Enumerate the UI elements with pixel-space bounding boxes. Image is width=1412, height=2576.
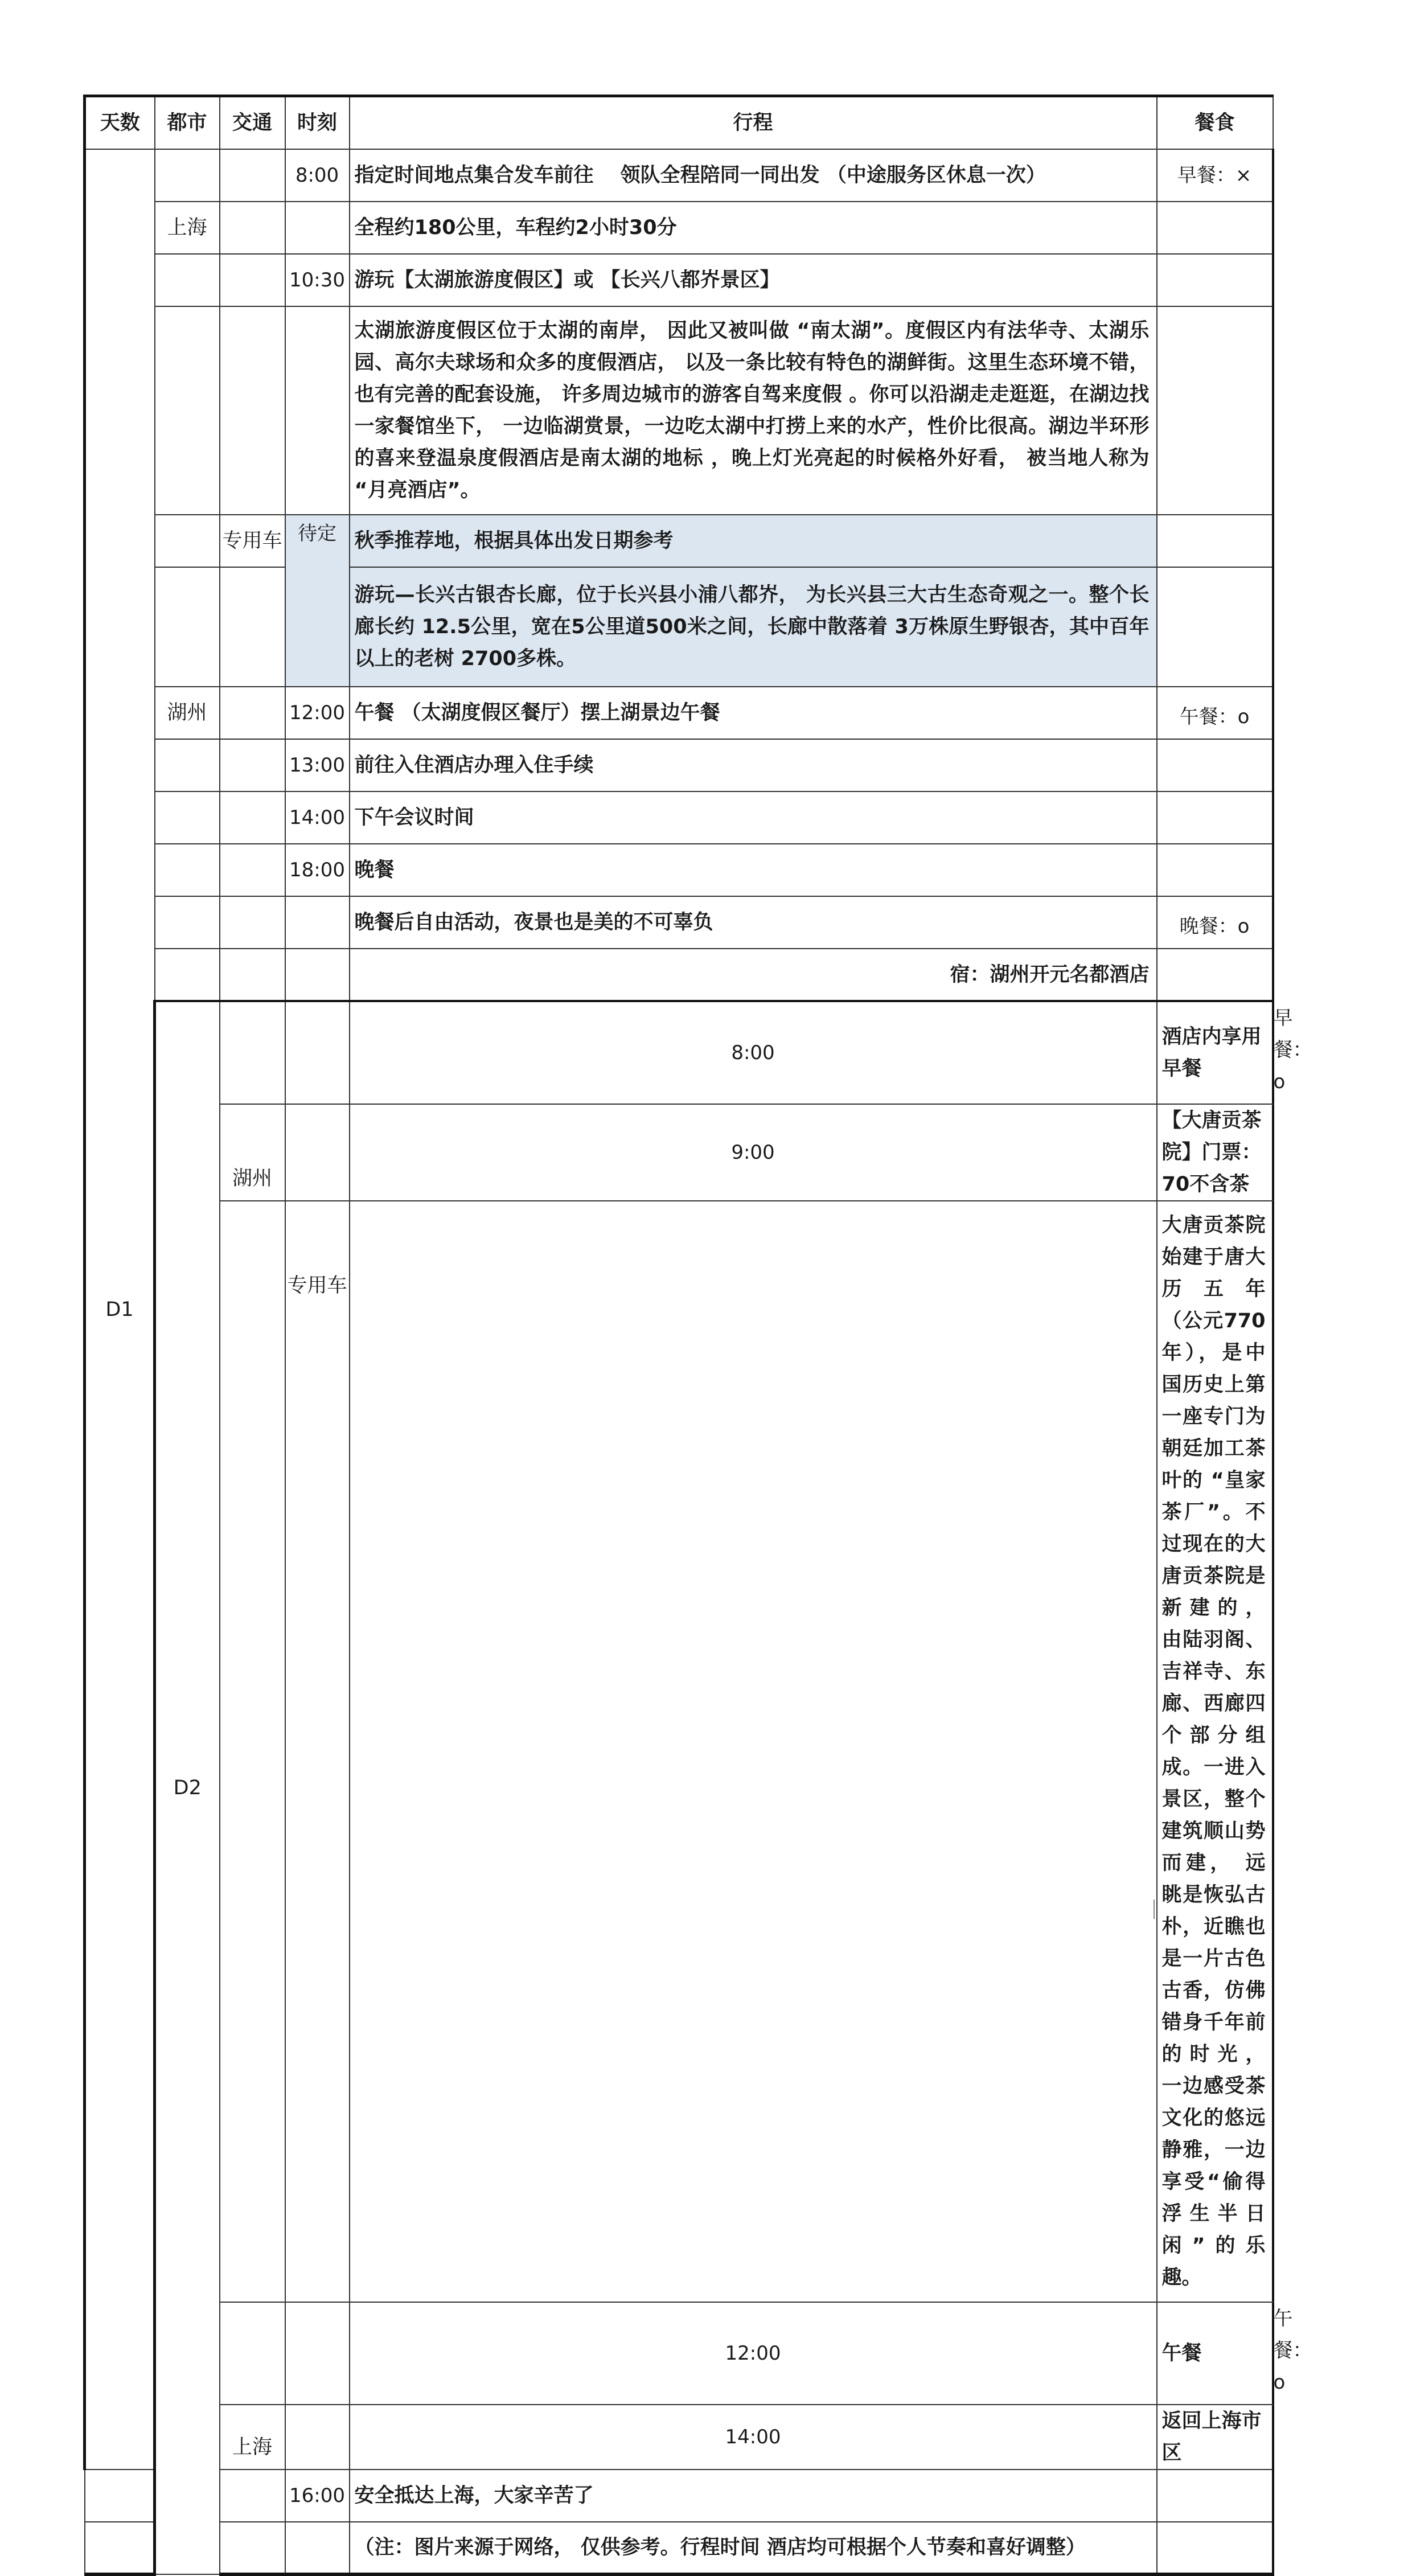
city-cell: 湖州 <box>155 687 220 739</box>
description-paragraph: 大唐贡茶院始建于唐大历五年 （公元770年），是中国历史上第一座专门为朝廷加工茶叶的 “皇家茶厂”。不过现在的大唐贡茶院是新建的， 由陆羽阁、吉祥寺、东廊、西廊四个部分组成。一进入景区，整个建筑顺山势而建， 远眺是恢弘古朴，近瞧也是一片古色古香，仿佛错身千年前的时光， 一边感受茶文化的悠远静雅，一边享受“偷得浮生半日闲”的乐趣。 <box>1157 1201 1273 2302</box>
itinerary-cell: 下午会议时间 <box>350 791 1157 844</box>
time-cell: 8:00 <box>285 149 350 202</box>
table-row <box>85 2405 1273 2470</box>
meal-cell: 早餐：× <box>1157 149 1273 202</box>
hotel-cell: 宿：湖州开元名都酒店 <box>350 949 1157 1001</box>
table-row <box>85 149 1273 202</box>
table-row <box>85 2522 1273 2574</box>
itinerary-cell: 游玩【太湖旅游度假区】或 【长兴八都岕景区】 <box>350 254 1157 306</box>
table-row <box>85 515 1273 567</box>
table-row <box>85 254 1273 306</box>
meal-cell: 晚餐：o <box>1157 896 1273 949</box>
time-cell: 18:00 <box>285 844 350 896</box>
transport-cell: 专用车 <box>220 515 285 567</box>
time-cell: 13:00 <box>285 739 350 791</box>
itinerary-cell: 晚餐后自由活动，夜景也是美的不可辜负 <box>350 896 1157 949</box>
header-day: 天数 <box>85 96 155 150</box>
table-row <box>85 949 1273 1001</box>
day-label: D2 <box>155 1001 220 2574</box>
itinerary-cell: 安全抵达上海，大家辛苦了 <box>350 2470 1157 2522</box>
city-cell: 湖州 <box>220 1104 285 1201</box>
itinerary-cell: 【大唐贡茶院】门票：70不含茶 <box>1157 1104 1273 1201</box>
itinerary-cell: 晚餐 <box>350 844 1157 896</box>
itinerary-cell: 全程约180公里，车程约2小时30分 <box>350 202 1157 254</box>
time-cell: 10:30 <box>285 254 350 306</box>
header-city: 都市 <box>155 96 220 150</box>
note-cell: （注：图片来源于网络， 仅供参考。行程时间 酒店均可根据个人节奏和喜好调整） <box>350 2522 1157 2574</box>
itinerary-table <box>83 95 1312 2576</box>
time-cell: 16:00 <box>285 2470 350 2522</box>
description-paragraph: 游玩—长兴古银杏长廊，位于长兴县小浦八都岕， 为长兴县三大古生态奇观之一。整个长廊长约 12.5公里，宽在5公里道500米之间，长廊中散落着 3万株原生野银杏，其中百年以上的老树 2700多株。 <box>350 567 1157 687</box>
time-cell: 待定 <box>285 515 350 687</box>
table-row <box>85 791 1273 844</box>
time-cell: 14:00 <box>285 791 350 844</box>
itinerary-cell: 指定时间地点集合发车前往 领队全程陪同一同出发 （中途服务区休息一次） <box>350 149 1157 202</box>
table-row: 12:00 午餐 午餐：o <box>85 2302 1273 2405</box>
header-row <box>85 96 1273 150</box>
table-row <box>85 687 1273 739</box>
time-cell: 12:00 <box>350 2302 1157 2405</box>
itinerary-cell: 前往入住酒店办理入住手续 <box>350 739 1157 791</box>
itinerary-cell: 午餐 <box>1157 2302 1273 2405</box>
table-row <box>85 202 1273 254</box>
time-cell: 14:00 <box>350 2405 1157 2470</box>
header-transport: 交通 <box>220 96 285 150</box>
table-row <box>85 844 1273 896</box>
table-row <box>85 2470 1273 2522</box>
table-row <box>85 896 1273 949</box>
itinerary-cell: 秋季推荐地，根据具体出发日期参考 <box>350 515 1157 567</box>
table-row: D2 8:00 酒店内享用早餐 早餐：o <box>85 1001 1273 1104</box>
itinerary-cell: 酒店内享用早餐 <box>1157 1001 1273 1104</box>
day-label: D1 <box>85 149 155 2470</box>
time-cell: 9:00 <box>350 1104 1157 1201</box>
city-cell: 上海 <box>155 202 220 254</box>
itinerary-cell: 返回上海市区 <box>1157 2405 1273 2470</box>
header-meal: 餐食 <box>1157 96 1273 150</box>
transport-cell: 专用车 <box>285 1201 350 2302</box>
time-cell: 12:00 <box>285 687 350 739</box>
header-itinerary: 行程 <box>350 96 1157 150</box>
city-cell: 上海 <box>220 2405 285 2470</box>
table-row <box>85 567 1273 687</box>
table-row <box>85 306 1273 515</box>
header-time: 时刻 <box>285 96 350 150</box>
description-paragraph: 太湖旅游度假区位于太湖的南岸， 因此又被叫做 “南太湖”。度假区内有法华寺、太湖乐园、高尔夫球场和众多的度假酒店， 以及一条比较有特色的湖鲜街。这里生态环境不错，也有完善的配套设施， 许多周边城市的游客自驾来度假 。你可以沿湖走走逛逛，在湖边找一家餐馆坐下， 一边临湖赏景，一边吃太湖中打捞上来的水产，性价比很高。湖边半环形的喜来登温泉度假酒店是南太湖的地标 ，晚上灯光亮起的时候格外好看， 被当地人称为 “月亮酒店”。 <box>350 306 1157 515</box>
itinerary-cell: 午餐 （太湖度假区餐厅）摆上湖景边午餐 <box>350 687 1157 739</box>
page-marker <box>1154 1900 1155 1919</box>
table-row <box>85 1201 1273 2302</box>
meal-cell: 午餐：o <box>1157 687 1273 739</box>
table-row <box>85 739 1273 791</box>
time-cell: 8:00 <box>350 1001 1157 1104</box>
table-row <box>85 1104 1273 1201</box>
